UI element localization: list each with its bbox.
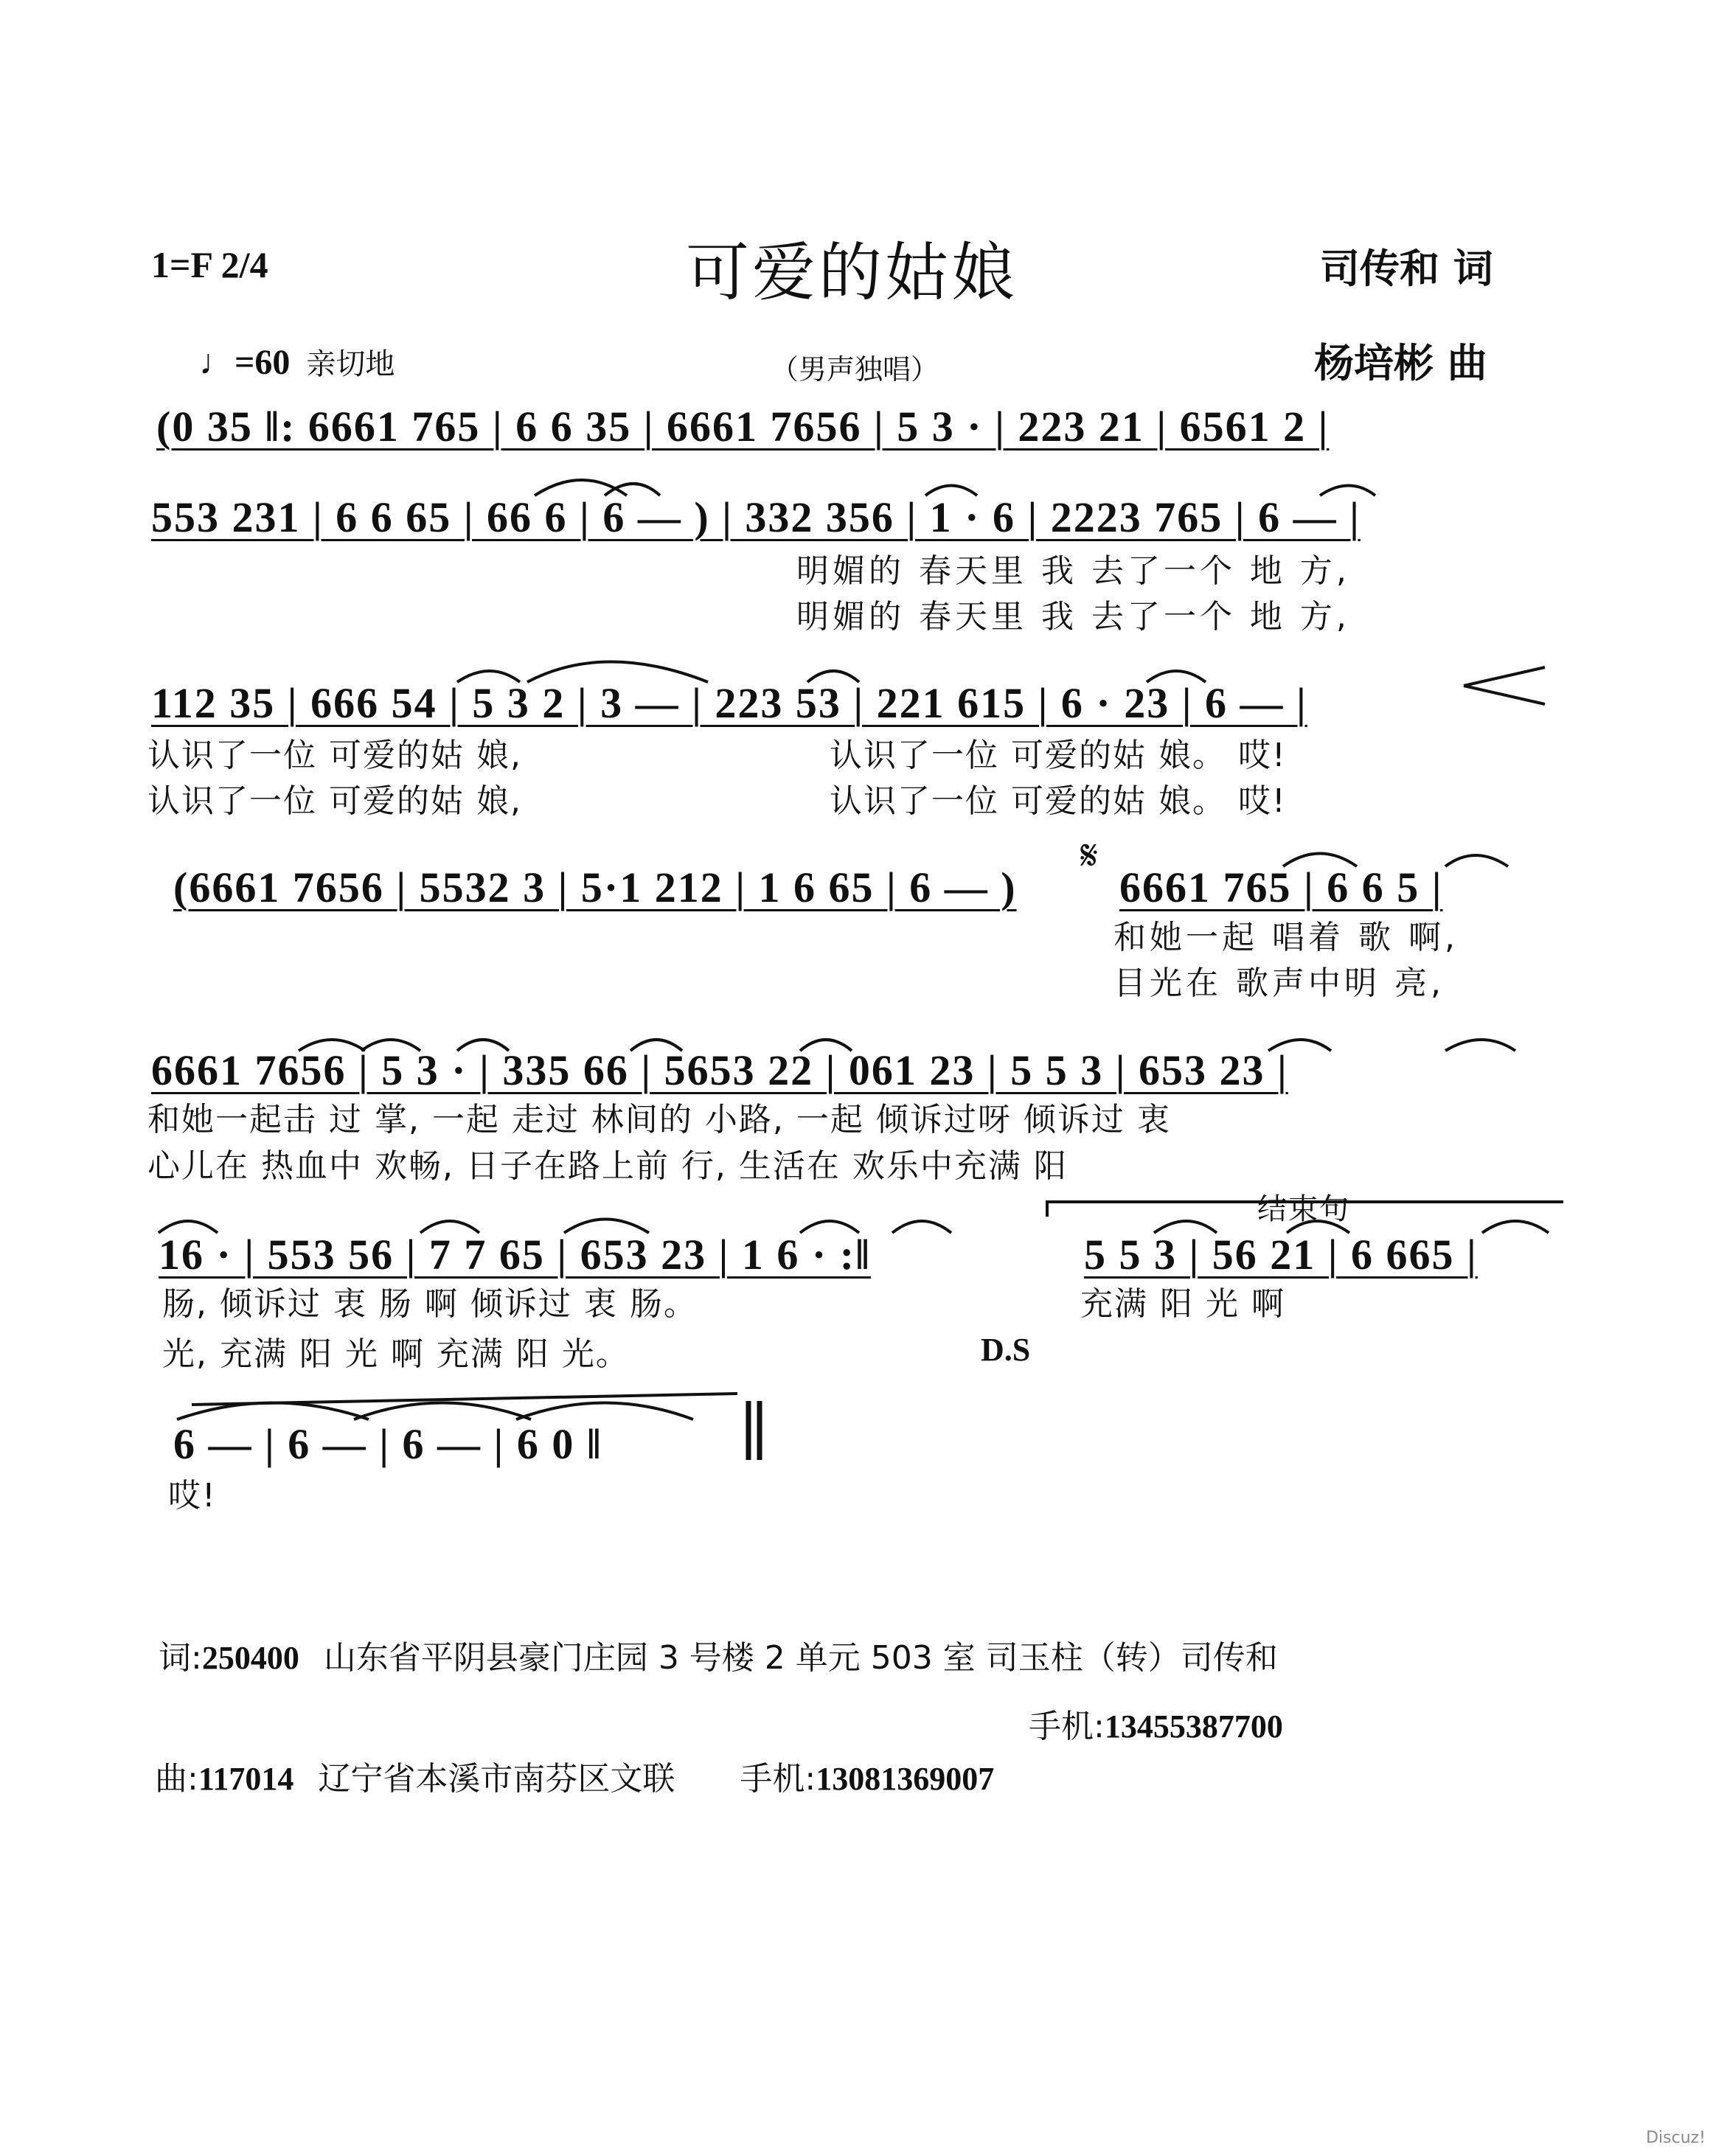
row-3-lyric-verse-1b: 认识了一位 可爱的姑 娘。 哎! (830, 737, 1287, 774)
composer-contact-line (155, 1752, 994, 1799)
score-row-5-notes: 6661 7656 | 5 3 · | 335 66 | 5653 22 | 061 23 | 5 5 3 | 653 23 | (151, 1046, 1288, 1094)
row-7-lyric: 哎! (168, 1477, 217, 1515)
row-6-lyric-verse-1: 肠, 倾诉过 衷 肠 啊 倾诉过 衷 肠。 (162, 1285, 698, 1323)
score-row-4-notes-b: 6661 765 | 6 6 5 | (1119, 863, 1443, 911)
score-row-6-notes-coda: 5 5 3 | 56 21 | 6 665 | (1084, 1231, 1478, 1279)
composer-address: 辽宁省本溪市南芬区文联 (318, 1760, 675, 1798)
lyricist-credit: 司传和 词 (1320, 246, 1493, 292)
composer-phone-label: 手机: (740, 1760, 816, 1798)
lyricist-zip: 250400 (201, 1640, 299, 1676)
row-2-lyric-verse-1: 明媚的 春天里 我 去了一个 地 方, (796, 552, 1350, 590)
row-3-lyric-verse-1a: 认识了一位 可爱的姑 娘, (147, 737, 522, 774)
watermark: Discuz! (1646, 2129, 1706, 2147)
row-4-lyric-verse-2: 目光在 歌声中明 亮, (1113, 964, 1445, 1002)
lyricist-phone-line (1029, 1700, 1283, 1747)
composer-zip: 117014 (198, 1761, 294, 1797)
song-title: 可爱的姑娘 (686, 236, 1018, 310)
dal-segno-mark: D.S (981, 1332, 1031, 1368)
expression-mark: 亲切地 (306, 347, 395, 381)
composer-label: 曲: (155, 1760, 198, 1798)
lyricist-contact-line (159, 1631, 1278, 1678)
row-5-lyric-verse-1: 和她一起击 过 掌, 一起 走过 林间的 小路, 一起 倾诉过呀 倾诉过 衷 (147, 1101, 1171, 1138)
coda-label: 结束句 (1257, 1192, 1350, 1226)
composer-phone: 13081369007 (816, 1761, 995, 1797)
segno-sign-icon: 𝄋 (1080, 832, 1099, 880)
score-row-6-notes: 16 · | 553 56 | 7 7 65 | 653 23 | 1 6 · :‖ (159, 1231, 871, 1279)
row-6-lyric-coda: 充满 阳 光 啊 (1080, 1285, 1285, 1323)
row-6-lyric-verse-2: 光, 充满 阳 光 啊 充满 阳 光。 (162, 1335, 630, 1373)
lyricist-label: 词: (159, 1639, 202, 1677)
score-row-2-notes: 553 231 | 6 6 65 | 66 6 | 6 — ) | 332 356 | 1 · 6 | 2223 765 | 6 — | (151, 493, 1361, 541)
composer-credit: 杨培彬 曲 (1314, 340, 1487, 386)
score-row-3-notes: 112 35 | 666 54 | 5 3 2 | 3 — | 223 53 | 221 615 | 6 · 23 | 6 — | (151, 679, 1307, 727)
row-3-lyric-verse-2b: 认识了一位 可爱的姑 娘。 哎! (830, 782, 1287, 820)
voice-type: （男声独唱） (771, 353, 939, 386)
row-3-lyric-verse-2a: 认识了一位 可爱的姑 娘, (147, 782, 522, 820)
score-row-7-notes: 6 — | 6 — | 6 — | 6 0 ‖ (173, 1420, 602, 1468)
row-4-lyric-verse-1: 和她一起 唱着 歌 啊, (1113, 919, 1459, 956)
score-row-4-notes: (6661 7656 | 5532 3 | 5·1 212 | 1 6 65 | 6 — ) (173, 863, 1017, 911)
lyricist-address: 山东省平阴县豪门庄园 3 号楼 2 单元 503 室 司玉柱（转）司传和 (323, 1639, 1278, 1677)
score-row-1-notes: (0 35 ‖: 6661 765 | 6 6 35 | 6661 7656 | 5 3 · | 223 21 | 6561 2 | (156, 403, 1330, 451)
quarter-note-icon: ♩ (199, 343, 234, 382)
lyricist-phone-label: 手机: (1029, 1708, 1105, 1745)
key-signature: 1=F 2/4 (151, 244, 268, 285)
row-2-lyric-verse-2: 明媚的 春天里 我 去了一个 地 方, (796, 598, 1350, 636)
tempo-value: =60 (234, 343, 291, 382)
lyricist-phone: 13455387700 (1104, 1708, 1283, 1745)
row-5-lyric-verse-2: 心儿在 热血中 欢畅, 日子在路上前 行, 生活在 欢乐中充满 阳 (147, 1147, 1068, 1185)
